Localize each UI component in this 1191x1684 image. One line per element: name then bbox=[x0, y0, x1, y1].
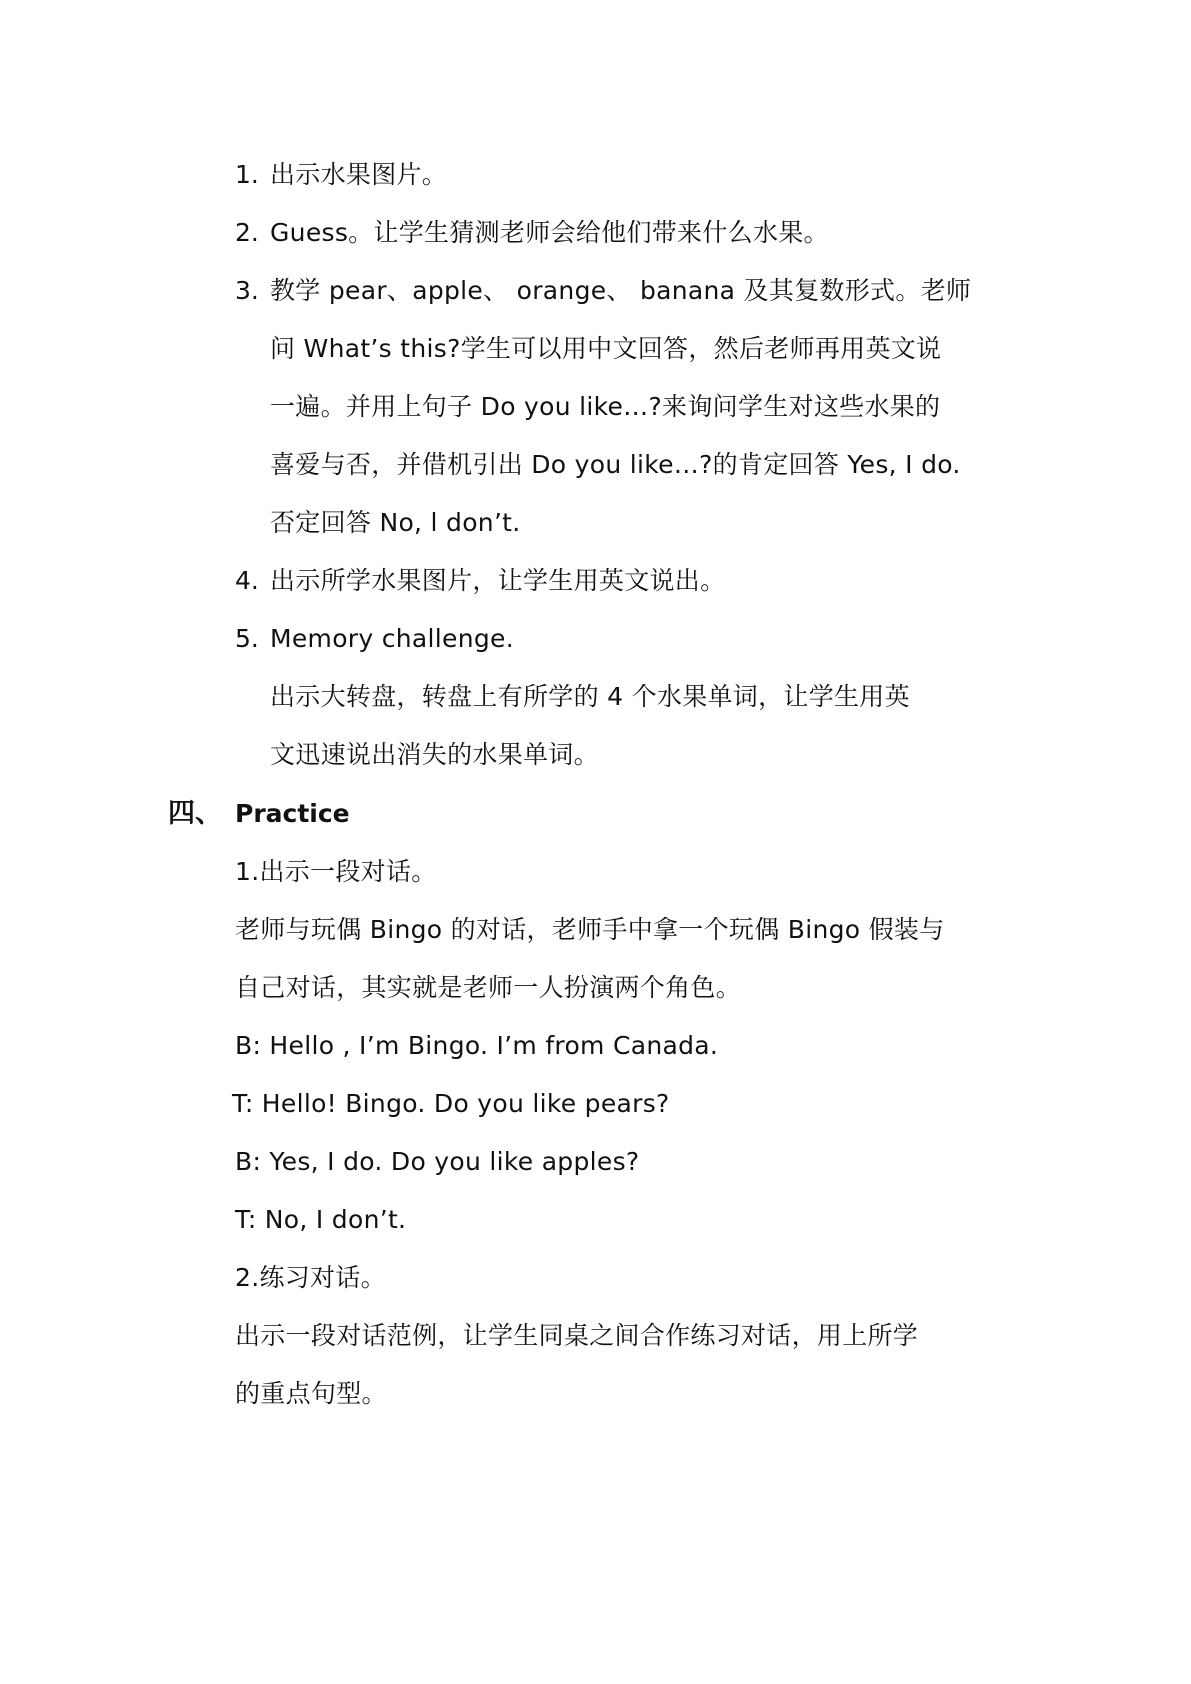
dialogue-line: B: Hello , I’m Bingo. I’m from Canada. bbox=[235, 1031, 719, 1060]
practice-line: 老师与玩偶 Bingo 的对话，老师手中拿一个玩偶 Bingo 假装与 bbox=[235, 915, 945, 944]
list-item-line: Memory challenge. bbox=[270, 624, 514, 653]
list-item-line: 出示所学水果图片，让学生用英文说出。 bbox=[270, 566, 726, 595]
list-item-line: 问 What’s this?学生可以用中文回答，然后老师再用英文说 bbox=[270, 334, 942, 363]
practice-line: 2.练习对话。 bbox=[235, 1263, 386, 1292]
section-number: 四、 bbox=[168, 798, 222, 829]
practice-line: 自己对话，其实就是老师一人扮演两个角色。 bbox=[235, 973, 742, 1002]
practice-line: 出示一段对话范例，让学生同桌之间合作练习对话，用上所学 bbox=[235, 1321, 919, 1350]
list-item-line: 出示大转盘，转盘上有所学的 4 个水果单词，让学生用英 bbox=[270, 682, 910, 711]
list-number: 1. bbox=[235, 160, 259, 189]
list-item-line: 一遍。并用上句子 Do you like…?来询问学生对这些水果的 bbox=[270, 392, 941, 421]
list-item-line: 出示水果图片。 bbox=[270, 160, 448, 189]
list-item-line: 教学 pear、apple、 orange、 banana 及其复数形式。老师 bbox=[270, 276, 972, 305]
list-number: 3. bbox=[235, 276, 259, 305]
list-item-line: 喜爱与否，并借机引出 Do you like…?的肯定回答 Yes, I do. bbox=[270, 450, 961, 479]
practice-line: 1.出示一段对话。 bbox=[235, 857, 437, 886]
list-item-line: Guess。让学生猜测老师会给他们带来什么水果。 bbox=[270, 218, 829, 247]
list-number: 5. bbox=[235, 624, 259, 653]
dialogue-line: T: Hello! Bingo. Do you like pears? bbox=[232, 1089, 670, 1118]
list-item-line: 文迅速说出消失的水果单词。 bbox=[270, 740, 599, 769]
practice-line: 的重点句型。 bbox=[235, 1379, 387, 1408]
dialogue-line: B: Yes, I do. Do you like apples? bbox=[235, 1147, 640, 1176]
list-number: 4. bbox=[235, 566, 259, 595]
section-title: Practice bbox=[235, 799, 350, 828]
list-item-line: 否定回答 No, l don’t. bbox=[270, 508, 521, 537]
dialogue-line: T: No, I don’t. bbox=[235, 1205, 407, 1234]
list-number: 2. bbox=[235, 218, 259, 247]
